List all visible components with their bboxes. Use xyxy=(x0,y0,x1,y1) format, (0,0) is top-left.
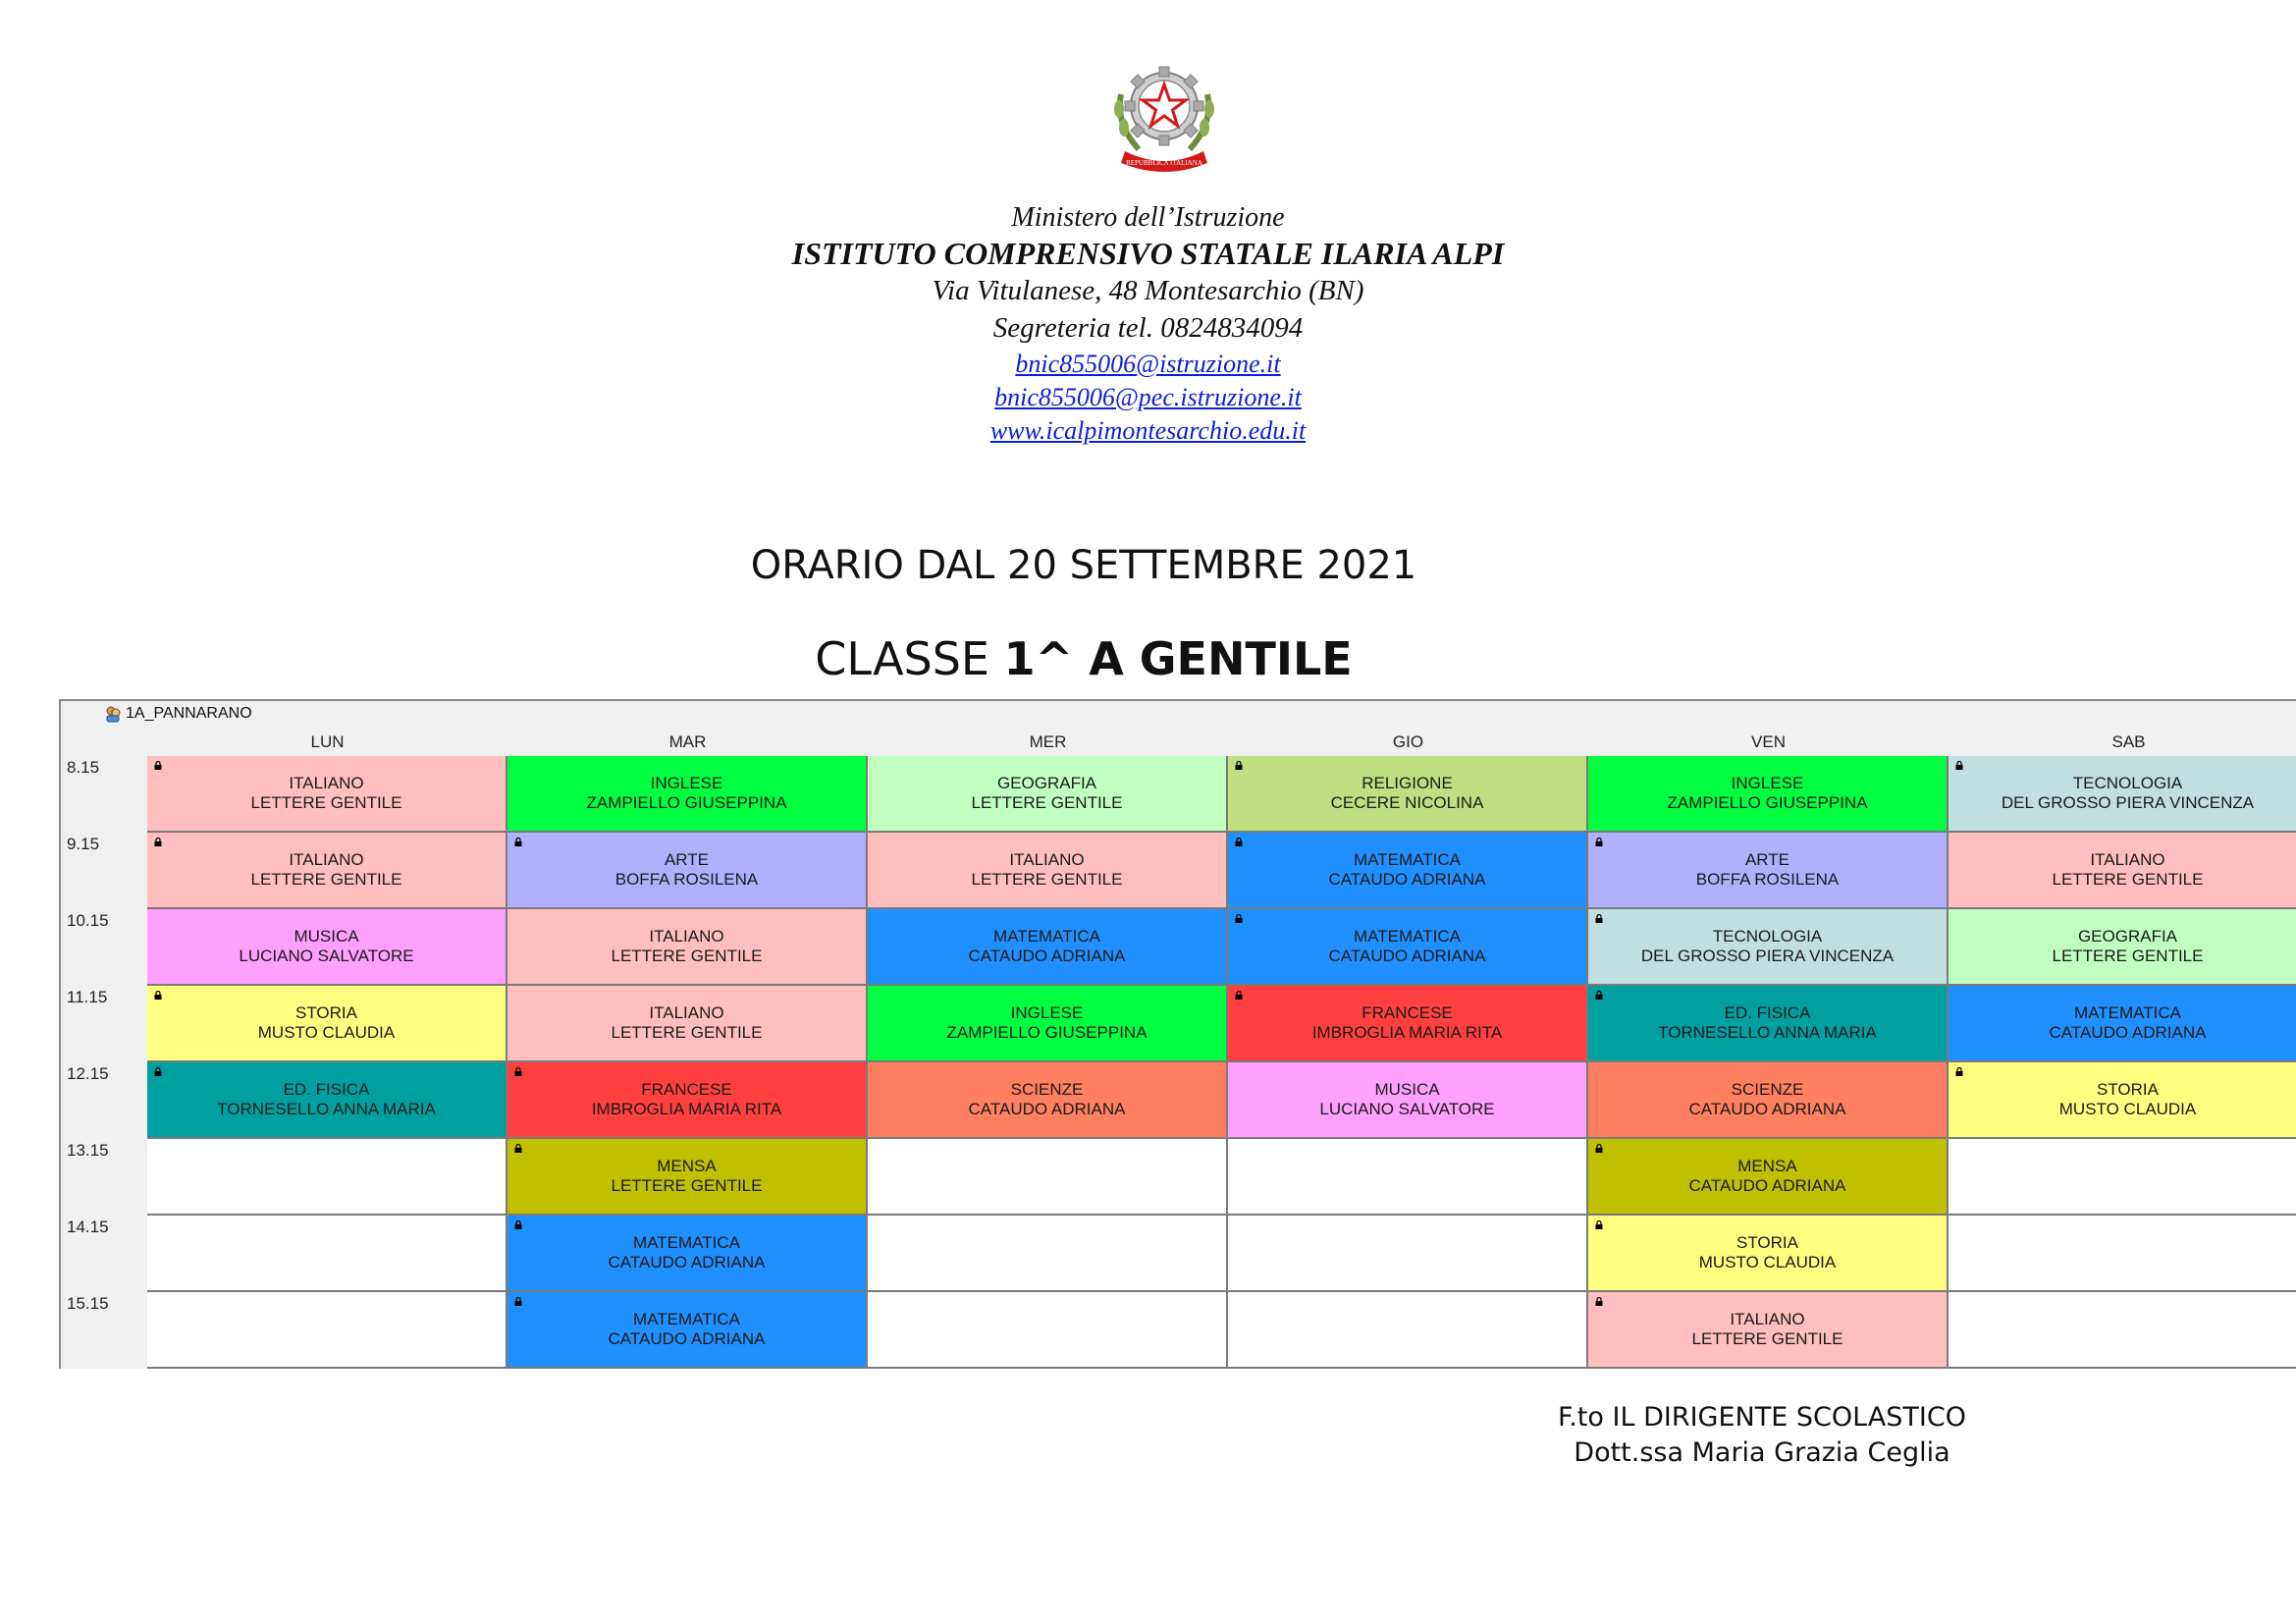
lesson-teacher: DEL GROSSO PIERA VINCENZA xyxy=(1640,947,1895,965)
lock-icon xyxy=(1955,761,1963,770)
timetable-tab[interactable] xyxy=(104,703,252,725)
lesson-teacher: LETTERE GENTILE xyxy=(971,793,1123,812)
lesson-subject: GEOGRAFIA xyxy=(996,774,1097,792)
signature-role: F.to IL DIRIGENTE SCOLASTICO xyxy=(1558,1402,1966,1433)
lesson-cell[interactable] xyxy=(1228,909,1588,986)
lesson-subject: FRANCESE xyxy=(641,1080,732,1099)
day-header-ven: VEN xyxy=(1751,732,1786,751)
lesson-subject: MATEMATICA xyxy=(1354,850,1461,869)
lesson-teacher: DEL GROSSO PIERA VINCENZA xyxy=(2001,793,2255,812)
time-label: 13.15 xyxy=(67,1141,109,1160)
lesson-cell[interactable] xyxy=(507,909,868,986)
time-label: 11.15 xyxy=(67,988,108,1006)
lock-icon xyxy=(514,838,522,846)
lesson-teacher: LUCIANO SALVATORE xyxy=(239,947,414,965)
lesson-subject: STORIA xyxy=(1736,1233,1798,1252)
class-prefix: CLASSE xyxy=(815,632,1004,685)
lesson-cell[interactable] xyxy=(1949,833,2296,909)
lesson-cell[interactable] xyxy=(147,833,507,909)
lesson-teacher: LETTERE GENTILE xyxy=(611,1176,763,1195)
lesson-teacher: TORNESELLO ANNA MARIA xyxy=(217,1100,436,1118)
lesson-cell[interactable] xyxy=(1949,1062,2296,1139)
lesson-cell[interactable] xyxy=(868,986,1228,1062)
lesson-cell[interactable] xyxy=(1228,986,1588,1062)
lock-icon xyxy=(154,991,162,1000)
lesson-subject: ARTE xyxy=(1744,850,1790,869)
lesson-subject: TECNOLOGIA xyxy=(1712,927,1823,946)
time-label: 12.15 xyxy=(67,1064,109,1083)
lesson-teacher: CATAUDO ADRIANA xyxy=(1328,870,1486,889)
website-link[interactable]: www.icalpimontesarchio.edu.it xyxy=(989,416,1307,445)
empty-cell[interactable] xyxy=(868,1216,1228,1292)
lock-icon xyxy=(154,761,162,770)
emblem-of-italy-icon xyxy=(1107,55,1221,175)
lesson-cell[interactable] xyxy=(1588,833,1949,909)
school-address: Via Vitulanese, 48 Montesarchio (BN) xyxy=(932,275,1364,306)
lock-icon xyxy=(1595,1220,1603,1229)
lesson-cell[interactable] xyxy=(1588,909,1949,986)
lesson-subject: MATEMATICA xyxy=(993,927,1100,946)
lesson-cell[interactable] xyxy=(1588,1139,1949,1216)
lesson-teacher: LETTERE GENTILE xyxy=(611,1023,763,1042)
day-header-lun: LUN xyxy=(310,732,345,751)
lesson-teacher: LETTERE GENTILE xyxy=(250,870,402,889)
lesson-cell[interactable] xyxy=(507,1216,868,1292)
time-label: 15.15 xyxy=(67,1294,109,1313)
day-header-mar: MAR xyxy=(668,732,707,751)
lock-icon xyxy=(1595,838,1603,846)
lesson-subject: ITALIANO xyxy=(1009,850,1085,869)
class-title xyxy=(0,632,2167,685)
school-name: ISTITUTO COMPRENSIVO STATALE ILARIA ALPI xyxy=(791,236,1505,271)
school-phone: Segreteria tel. 0824834094 xyxy=(992,312,1304,344)
lock-icon xyxy=(1595,991,1603,1000)
schedule-title: ORARIO DAL 20 SETTEMBRE 2021 xyxy=(750,543,1417,588)
lesson-teacher: ZAMPIELLO GIUSEPPINA xyxy=(1667,793,1868,812)
lock-icon xyxy=(1955,1067,1963,1076)
lesson-teacher: BOFFA ROSILENA xyxy=(1695,870,1840,889)
class-group-icon xyxy=(104,705,122,723)
lock-icon xyxy=(514,1067,522,1076)
lock-icon xyxy=(1235,838,1243,846)
lesson-cell[interactable] xyxy=(1588,1216,1949,1292)
lesson-cell[interactable] xyxy=(507,1292,868,1369)
lesson-subject: FRANCESE xyxy=(1362,1003,1453,1022)
lesson-cell[interactable] xyxy=(1228,1062,1588,1139)
class-name: 1^ A GENTILE xyxy=(1003,632,1353,685)
lesson-subject: MATEMATICA xyxy=(2074,1003,2181,1022)
lock-icon xyxy=(1595,1297,1603,1306)
lesson-subject: ITALIANO xyxy=(2090,850,2165,869)
empty-cell[interactable] xyxy=(147,1216,507,1292)
time-label: 14.15 xyxy=(67,1218,109,1236)
lesson-subject: STORIA xyxy=(295,1003,357,1022)
lesson-subject: INGLESE xyxy=(650,774,723,792)
pec-email-link[interactable]: bnic855006@pec.istruzione.it xyxy=(994,383,1302,411)
lesson-cell[interactable] xyxy=(147,986,507,1062)
lesson-cell[interactable] xyxy=(507,986,868,1062)
lesson-cell[interactable] xyxy=(147,1062,507,1139)
lesson-cell[interactable] xyxy=(868,756,1228,833)
lesson-cell[interactable] xyxy=(507,756,868,833)
lesson-subject: MENSA xyxy=(657,1157,717,1175)
timetable xyxy=(59,699,2296,1369)
lesson-teacher: LETTERE GENTILE xyxy=(2052,870,2204,889)
lesson-teacher: TORNESELLO ANNA MARIA xyxy=(1658,1023,1877,1042)
lesson-subject: ITALIANO xyxy=(289,850,364,869)
lesson-teacher: LETTERE GENTILE xyxy=(250,793,402,812)
lesson-teacher: LUCIANO SALVATORE xyxy=(1319,1100,1495,1118)
lesson-subject: GEOGRAFIA xyxy=(2077,927,2178,946)
lesson-subject: TECNOLOGIA xyxy=(2072,774,2183,792)
lock-icon xyxy=(154,1067,162,1076)
lesson-teacher: BOFFA ROSILENA xyxy=(614,870,759,889)
lock-icon xyxy=(1235,991,1243,1000)
empty-cell[interactable] xyxy=(1228,1216,1588,1292)
lesson-subject: ITALIANO xyxy=(1730,1310,1805,1328)
lesson-subject: ED. FISICA xyxy=(283,1080,370,1099)
lesson-cell[interactable] xyxy=(1588,756,1949,833)
day-header-mer: MER xyxy=(1029,732,1067,751)
lesson-teacher: ZAMPIELLO GIUSEPPINA xyxy=(946,1023,1148,1042)
empty-cell[interactable] xyxy=(147,1139,507,1216)
time-label: 10.15 xyxy=(67,911,109,930)
lesson-cell[interactable] xyxy=(1228,833,1588,909)
lesson-cell[interactable] xyxy=(1588,1062,1949,1139)
lesson-teacher: LETTERE GENTILE xyxy=(2052,947,2204,965)
lesson-cell[interactable] xyxy=(1949,986,2296,1062)
empty-cell[interactable] xyxy=(1949,1292,2296,1369)
lesson-teacher: CATAUDO ADRIANA xyxy=(2049,1023,2207,1042)
lesson-subject: MENSA xyxy=(1737,1157,1797,1175)
lock-icon xyxy=(1595,1144,1603,1153)
lesson-teacher: IMBROGLIA MARIA RITA xyxy=(591,1100,782,1118)
lesson-cell[interactable] xyxy=(868,833,1228,909)
empty-cell[interactable] xyxy=(868,1292,1228,1369)
lesson-teacher: CATAUDO ADRIANA xyxy=(1328,947,1486,965)
lesson-teacher: MUSTO CLAUDIA xyxy=(257,1023,396,1042)
lesson-subject: MATEMATICA xyxy=(1354,927,1461,946)
time-label: 9.15 xyxy=(67,835,100,853)
lesson-teacher: MUSTO CLAUDIA xyxy=(2058,1100,2197,1118)
lesson-cell[interactable] xyxy=(1949,756,2296,833)
lesson-subject: RELIGIONE xyxy=(1362,774,1453,792)
lock-icon xyxy=(514,1220,522,1229)
lesson-cell[interactable] xyxy=(1949,909,2296,986)
lesson-teacher: CATAUDO ADRIANA xyxy=(608,1329,766,1348)
lesson-teacher: CATAUDO ADRIANA xyxy=(608,1253,766,1272)
lesson-cell[interactable] xyxy=(1588,1292,1949,1369)
lesson-teacher: CATAUDO ADRIANA xyxy=(1688,1100,1846,1118)
lesson-teacher: LETTERE GENTILE xyxy=(1691,1329,1843,1348)
lesson-teacher: LETTERE GENTILE xyxy=(611,947,763,965)
lesson-teacher: ZAMPIELLO GIUSEPPINA xyxy=(586,793,787,812)
lesson-subject: ITALIANO xyxy=(289,774,364,792)
signature-name: Dott.ssa Maria Grazia Ceglia xyxy=(1574,1437,1950,1468)
lesson-cell[interactable] xyxy=(1588,986,1949,1062)
empty-cell[interactable] xyxy=(1228,1292,1588,1369)
lesson-teacher: MUSTO CLAUDIA xyxy=(1698,1253,1837,1272)
lock-icon xyxy=(154,838,162,846)
empty-cell[interactable] xyxy=(1949,1139,2296,1216)
lesson-teacher: CATAUDO ADRIANA xyxy=(968,1100,1126,1118)
lesson-cell[interactable] xyxy=(507,1062,868,1139)
lesson-subject: ITALIANO xyxy=(649,927,724,946)
timetable-grid xyxy=(147,756,2296,1369)
email-link[interactable]: bnic855006@istruzione.it xyxy=(1015,350,1281,378)
lock-icon xyxy=(1595,914,1603,923)
timetable-tab-label: 1A_PANNARANO xyxy=(126,705,252,722)
lesson-subject: MUSICA xyxy=(1374,1080,1440,1099)
empty-cell[interactable] xyxy=(868,1139,1228,1216)
lock-icon xyxy=(514,1297,522,1306)
lesson-cell[interactable] xyxy=(147,909,507,986)
ministry-name: Ministero dell’Istruzione xyxy=(1011,202,1285,233)
empty-cell[interactable] xyxy=(147,1292,507,1369)
lesson-cell[interactable] xyxy=(1228,756,1588,833)
lock-icon xyxy=(1235,914,1243,923)
lesson-subject: SCIENZE xyxy=(1010,1080,1084,1099)
lesson-subject: MATEMATICA xyxy=(633,1310,740,1328)
lesson-cell[interactable] xyxy=(147,756,507,833)
lesson-teacher: CECERE NICOLINA xyxy=(1330,793,1484,812)
lock-icon xyxy=(1235,761,1243,770)
lesson-subject: ARTE xyxy=(664,850,710,869)
lesson-subject: INGLESE xyxy=(1731,774,1804,792)
svg-text:REPUBBLICA ITALIANA: REPUBBLICA ITALIANA xyxy=(1126,159,1202,167)
lesson-subject: STORIA xyxy=(2097,1080,2159,1099)
lesson-subject: INGLESE xyxy=(1010,1003,1084,1022)
lesson-cell[interactable] xyxy=(507,1139,868,1216)
empty-cell[interactable] xyxy=(1228,1139,1588,1216)
lesson-subject: MUSICA xyxy=(294,927,359,946)
lesson-cell[interactable] xyxy=(507,833,868,909)
lesson-subject: ED. FISICA xyxy=(1724,1003,1811,1022)
lesson-subject: MATEMATICA xyxy=(633,1233,740,1252)
lesson-cell[interactable] xyxy=(868,909,1228,986)
empty-cell[interactable] xyxy=(1949,1216,2296,1292)
time-label: 8.15 xyxy=(67,758,100,777)
lesson-teacher: LETTERE GENTILE xyxy=(971,870,1123,889)
day-header-sab: SAB xyxy=(2111,732,2146,751)
lesson-subject: ITALIANO xyxy=(649,1003,724,1022)
day-header-gio: GIO xyxy=(1392,732,1424,751)
lesson-teacher: CATAUDO ADRIANA xyxy=(1688,1176,1846,1195)
lesson-subject: SCIENZE xyxy=(1731,1080,1804,1099)
lesson-teacher: CATAUDO ADRIANA xyxy=(968,947,1126,965)
lesson-cell[interactable] xyxy=(868,1062,1228,1139)
lock-icon xyxy=(514,1144,522,1153)
lesson-teacher: IMBROGLIA MARIA RITA xyxy=(1311,1023,1503,1042)
